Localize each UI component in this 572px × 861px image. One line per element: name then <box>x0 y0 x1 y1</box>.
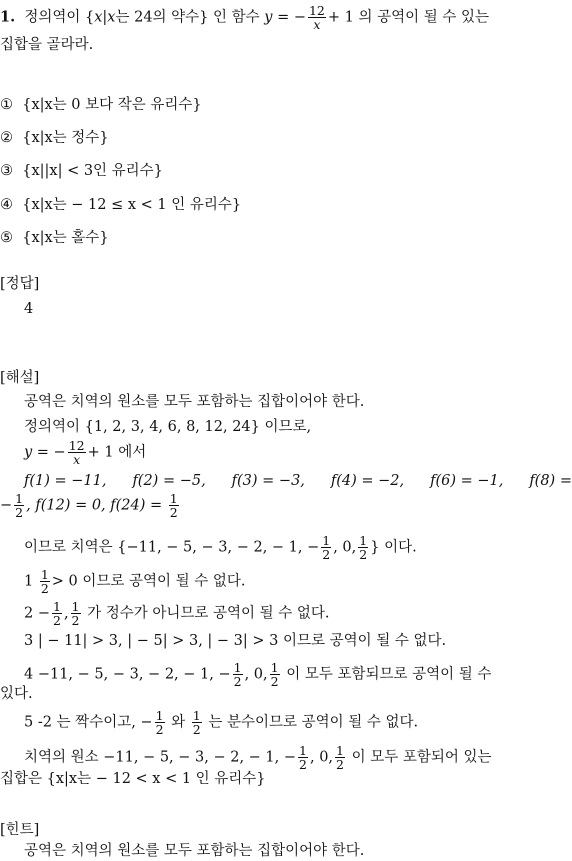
fraction: $\frac{1}{2}$ <box>336 743 344 772</box>
hint-text: 공역은 치역의 원소를 모두 포함하는 집합이어야 한다. <box>24 843 365 859</box>
explanation-line: 2 − $\frac{1}{2}$ , $\frac{1}{2}$ 가 정수가 아니므로 공역이 될 수 없다. <box>24 599 330 628</box>
explanation-line: 3 | − 11| > 3, | − 5| > 3, | − 3| > 3 이므로 공역이 될 수 없다. <box>24 633 447 649</box>
fraction: $\frac{1}{2}$ <box>299 743 307 772</box>
fraction: $\frac{1}{2}$ <box>233 660 242 689</box>
explanation-line: 4 −11, − 5, − 3, − 2, − 1, − $\frac{1}{2}$ , 0, $\frac{1}{2}$ 이 모두 포함되므로 공역이 될 수 <box>24 660 492 689</box>
explanation-line: 치역의 원소 −11, − 5, − 3, − 2, − 1, − $\frac{1}{2}$ , 0, $\frac{1}{2}$ 이 모두 포함되어 있는 <box>24 743 492 772</box>
fraction: $\frac{12}{x}$ <box>68 438 85 467</box>
answer-value: 4 <box>24 301 34 317</box>
fraction: $\frac{1}{2}$ <box>192 708 201 737</box>
choice-3[interactable]: ③ {x||x| < 3인 유리수} <box>0 163 163 179</box>
explanation-line: y = − $\frac{12}{x}$ + 1 에서 <box>24 438 147 467</box>
fraction: $\frac{1}{2}$ <box>71 599 80 628</box>
fraction: $\frac{1}{2}$ <box>169 491 178 520</box>
explanation-line-values: f(1) = −11, f(2) = −5, f(3) = −3, f(4) = −2, f(6) = −1, f(8) = <box>24 473 572 489</box>
explanation-line: 공역은 치역의 원소를 모두 포함하는 집합이어야 한다. <box>24 394 365 410</box>
fraction: $\frac{1}{2}$ <box>155 708 164 737</box>
question-line-2: 집합을 골라라. <box>0 37 94 53</box>
explanation-line: 정의역이 {1, 2, 3, 4, 6, 8, 12, 24} 이므로, <box>24 419 312 435</box>
choice-1[interactable]: ① {x|x는 0 보다 작은 유리수} <box>0 97 202 113</box>
fraction: $\frac{1}{2}$ <box>359 533 368 562</box>
fraction: $\frac{1}{2}$ <box>40 567 49 596</box>
explanation-line: 5 -2 는 짝수이고, − $\frac{1}{2}$ 와 $\frac{1}{2}$ 는 분수이므로 공역이 될 수 없다. <box>24 708 419 737</box>
explanation-line: 이므로 치역은 {−11, − 5, − 3, − 2, − 1, − $\frac{1}{2}$ , 0, $\frac{1}{2}$ } 이다. <box>24 533 417 562</box>
explanation-label: [해설] <box>0 370 40 386</box>
choice-2[interactable]: ② {x|x는 정수} <box>0 130 109 146</box>
question-line-1: 1. 정의역이 {x|x는 24의 약수} 인 함수 y = − $\frac{12}{x}$ + 1 의 공역이 될 수 있는 <box>0 3 489 32</box>
choice-5[interactable]: ⑤ {x|x는 홀수} <box>0 230 109 246</box>
fraction: $\frac{1}{2}$ <box>15 491 24 520</box>
explanation-line: − $\frac{1}{2}$ , f(12) = 0, f(24) = $\frac{1}{2}$ <box>0 491 178 520</box>
explanation-line: 집합은 {x|x는 − 12 < x < 1 인 유리수} <box>0 771 266 787</box>
fraction: $\frac{12}{x}$ <box>308 3 325 32</box>
hint-label: [힌트] <box>0 822 40 838</box>
fraction: $\frac{1}{2}$ <box>270 660 279 689</box>
fraction: $\frac{1}{2}$ <box>52 599 61 628</box>
explanation-line: 1 $\frac{1}{2}$ > 0 이므로 공역이 될 수 없다. <box>24 567 246 596</box>
fraction: $\frac{1}{2}$ <box>322 533 331 562</box>
choice-4[interactable]: ④ {x|x는 − 12 ≤ x < 1 인 유리수} <box>0 197 242 213</box>
explanation-line: 있다. <box>0 686 33 702</box>
answer-label: [정답] <box>0 276 40 292</box>
question-number: 1. <box>0 8 16 26</box>
